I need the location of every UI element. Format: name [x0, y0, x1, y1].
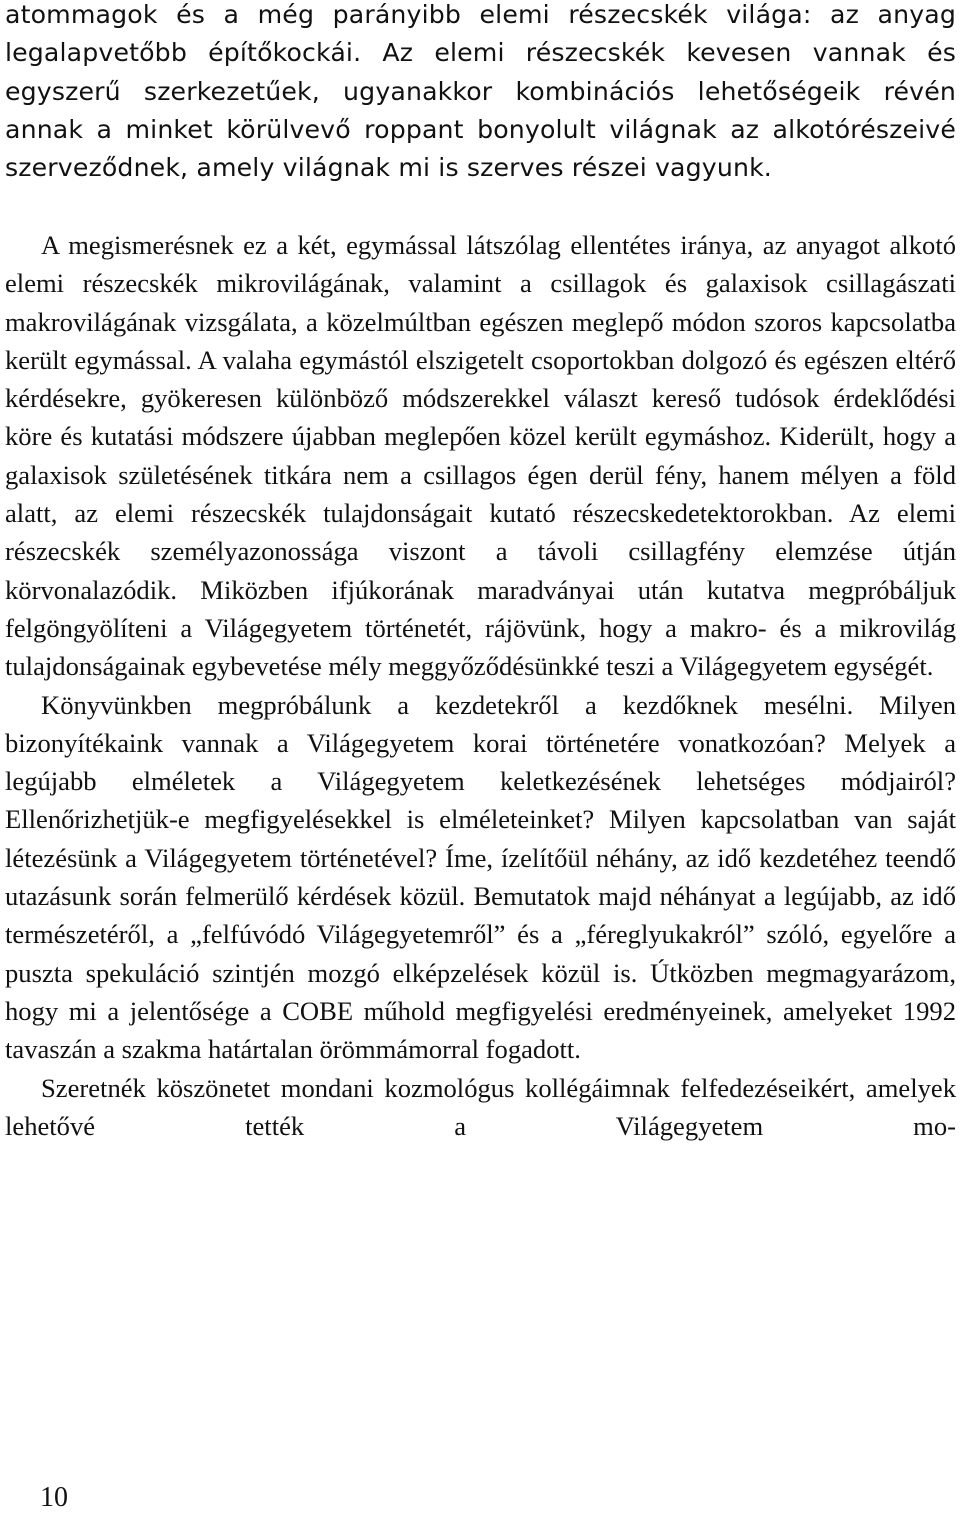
- intro-paragraph: atommagok és a még parányibb elemi részecskék világa: az anyag legalapvetőbb építőkockái. Az elemi részecskék kevesen vannak és egyszerű szerkezetűek, ugyanakkor kombinációs lehetőségeik révén annak a minket körülvevő roppant bonyolult világnak az alkotórészeivé szerveződnek, amely világnak mi is szerves részei vagyunk.: [5, 0, 956, 183]
- paragraph-book-overview: Könyvünkben megpróbálunk a kezdetekről a kezdőknek mesélni. Milyen bizonyítékaink vannak a Világegyetem korai történetére vonatkozóan? Melyek a legújabb elméletek a Világegyetem keletkezésének lehetséges módjairól? Ellenőrizhetjük-e megfigyelésekkel is elméleteinket? Milyen kapcsolatban van saját létezésünk a Világegyetem történetével? Íme, ízelítőül néhány, az idő kezdetéhez teendő utazásunk során felmerülő kérdések közül. Bemutatok majd néhányat a legújabb, az idő természetéről, a „felfúvódó Világegyetemről” és a „féreglyukakról” szóló, egyelőre a puszta spekuláció szintjén mozgó elképzelések közül is. Útközben megmagyarázom, hogy mi a jelentősége a COBE műhold megfigyelési eredményeinek, amelyeket 1992 tavaszán a szakma határtalan örömmámorral fogadott.: [5, 689, 956, 1065]
- paragraph-convergence: A megismerésnek ez a két, egymással látszólag ellentétes iránya, az anyagot alkotó elemi részecskék mikrovilágának, valamint a csillagok és galaxisok csillagászati makrovilágának vizsgálata, a közelmúltban egészen meglepő módon szoros kapcsolatba került egymással. A valaha egymástól elszigetelt csoportokban dolgozó és egészen eltérő kérdésekre, gyökeresen különböző módszerekkel választ kereső tudósok érdeklődési köre és kutatási módszere újabban meglepően közel került egymáshoz. Kiderült, hogy a galaxisok születésének titkára nem a csillagos égen derül fény, hanem mélyen a föld alatt, az elemi részecskék tulajdonságait kutató részecskedetektorokban. Az elemi részecskék személyazonossága viszont a távoli csillagfény elemzése útján körvonalazódik. Miközben ifjúkorának maradványai után kutatva megpróbáljuk felgöngyölíteni a Világegyetem történetét, rájövünk, hogy a makro- és a mikrovilág tulajdonságainak egybevetése mély meggyőződésünkké teszi a Világegyetem egységét.: [5, 230, 956, 682]
- page-number: 10: [40, 1482, 68, 1513]
- body-text: [5, 226, 956, 1145]
- paragraph-acknowledgement: Szeretnék köszönetet mondani kozmológus kollégáimnak felfedezéseikért, amelyek lehetővé tették a Világegyetem mo-: [5, 1072, 956, 1141]
